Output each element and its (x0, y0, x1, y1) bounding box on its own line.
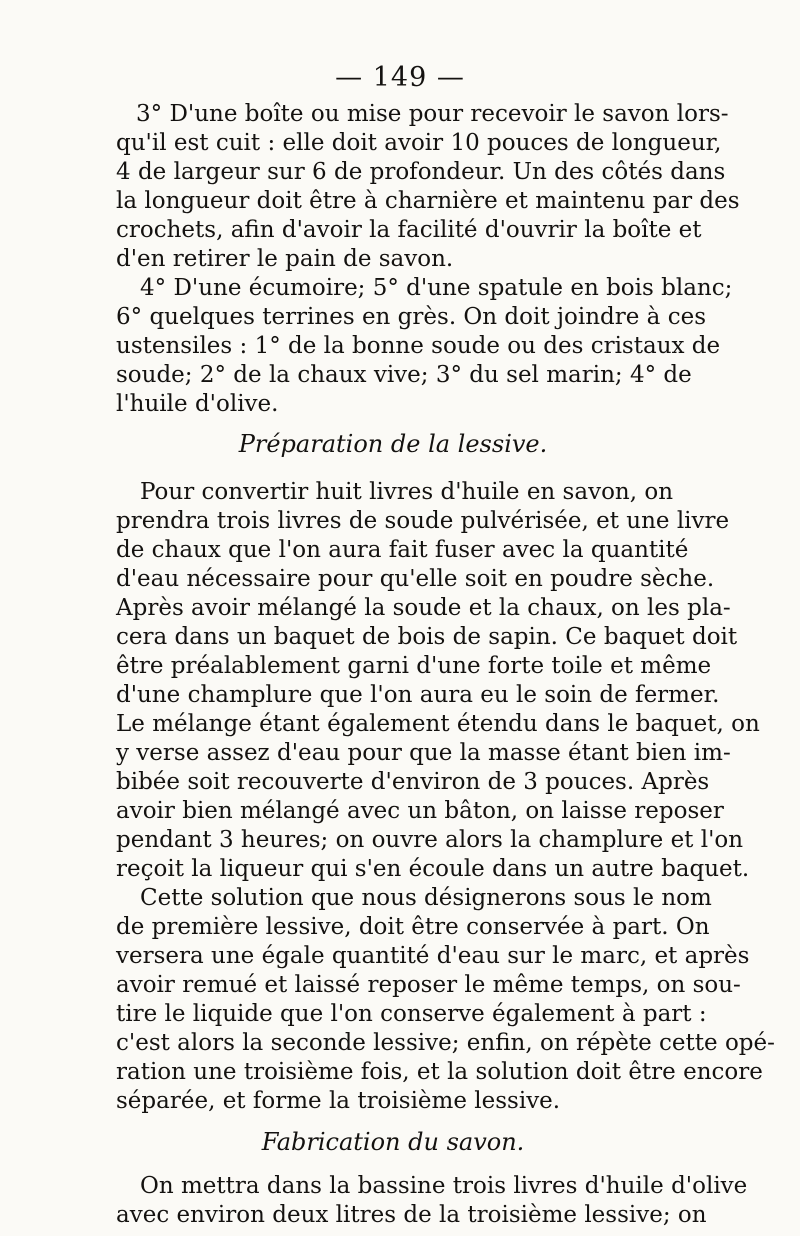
text-line: l'huile d'olive. (116, 391, 279, 417)
text-line: avoir remué et laissé reposer le même temps, on sou- (116, 972, 741, 998)
text-line: bibée soit recouverte d'environ de 3 pouces. Après (116, 769, 710, 795)
text-line: reçoit la liqueur qui s'en écoule dans un autre baquet. (116, 856, 750, 882)
text-line: d'une champlure que l'on aura eu le soin de fermer. (116, 682, 720, 708)
text-line: y verse assez d'eau pour que la masse étant bien im- (116, 740, 731, 766)
text-line: versera une égale quantité d'eau sur le marc, et après (116, 943, 750, 969)
text-line: ration une troisième fois, et la solution doit être encore (116, 1059, 763, 1085)
text-line: 6° quelques terrines en grès. On doit joindre à ces (116, 304, 707, 330)
text-line: prendra trois livres de soude pulvérisée, et une livre (116, 508, 730, 534)
text-line: avoir bien mélangé avec un bâton, on laisse reposer (116, 798, 724, 824)
text-line: 3° D'une boîte ou mise pour recevoir le savon lors- (136, 101, 729, 127)
text-line: qu'il est cuit : elle doit avoir 10 pouces de longueur, (116, 130, 722, 156)
section-heading: Fabrication du savon. (261, 1128, 525, 1156)
text-line: soude; 2° de la chaux vive; 3° du sel marin; 4° de (116, 362, 692, 388)
text-line: tire le liquide que l'on conserve également à part : (116, 1001, 707, 1027)
section-heading: Préparation de la lessive. (238, 430, 548, 458)
text-line: Cette solution que nous désignerons sous le nom (140, 885, 712, 911)
text-line: de chaux que l'on aura fait fuser avec la quantité (116, 537, 689, 563)
text-line: crochets, afin d'avoir la facilité d'ouvrir la boîte et (116, 217, 702, 243)
text-line: 4 de largeur sur 6 de profondeur. Un des côtés dans (116, 159, 726, 185)
text-line: d'en retirer le pain de savon. (116, 246, 454, 272)
text-line: c'est alors la seconde lessive; enfin, on répète cette opé- (116, 1030, 775, 1056)
text-line: On mettra dans la bassine trois livres d'huile d'olive (140, 1173, 748, 1199)
text-line: 4° D'une écumoire; 5° d'une spatule en bois blanc; (140, 275, 733, 301)
text-line: d'eau nécessaire pour qu'elle soit en poudre sèche. (116, 566, 715, 592)
text-line: Après avoir mélangé la soude et la chaux, on les pla- (116, 595, 731, 621)
page-number: — 149 — (335, 62, 465, 93)
text-line: la longueur doit être à charnière et maintenu par des (116, 188, 740, 214)
text-line: cera dans un baquet de bois de sapin. Ce baquet doit (116, 624, 738, 650)
text-line: de première lessive, doit être conservée à part. On (116, 914, 710, 940)
text-line: ustensiles : 1° de la bonne soude ou des cristaux de (116, 333, 721, 359)
text-line: pendant 3 heures; on ouvre alors la champlure et l'on (116, 827, 744, 853)
text-line: séparée, et forme la troisième lessive. (116, 1088, 561, 1114)
text-line: avec environ deux litres de la troisième lessive; on (116, 1202, 707, 1228)
text-line: Le mélange étant également étendu dans le baquet, on (116, 711, 760, 737)
text-line: Pour convertir huit livres d'huile en savon, on (140, 479, 674, 505)
text-line: être préalablement garni d'une forte toile et même (116, 653, 712, 679)
